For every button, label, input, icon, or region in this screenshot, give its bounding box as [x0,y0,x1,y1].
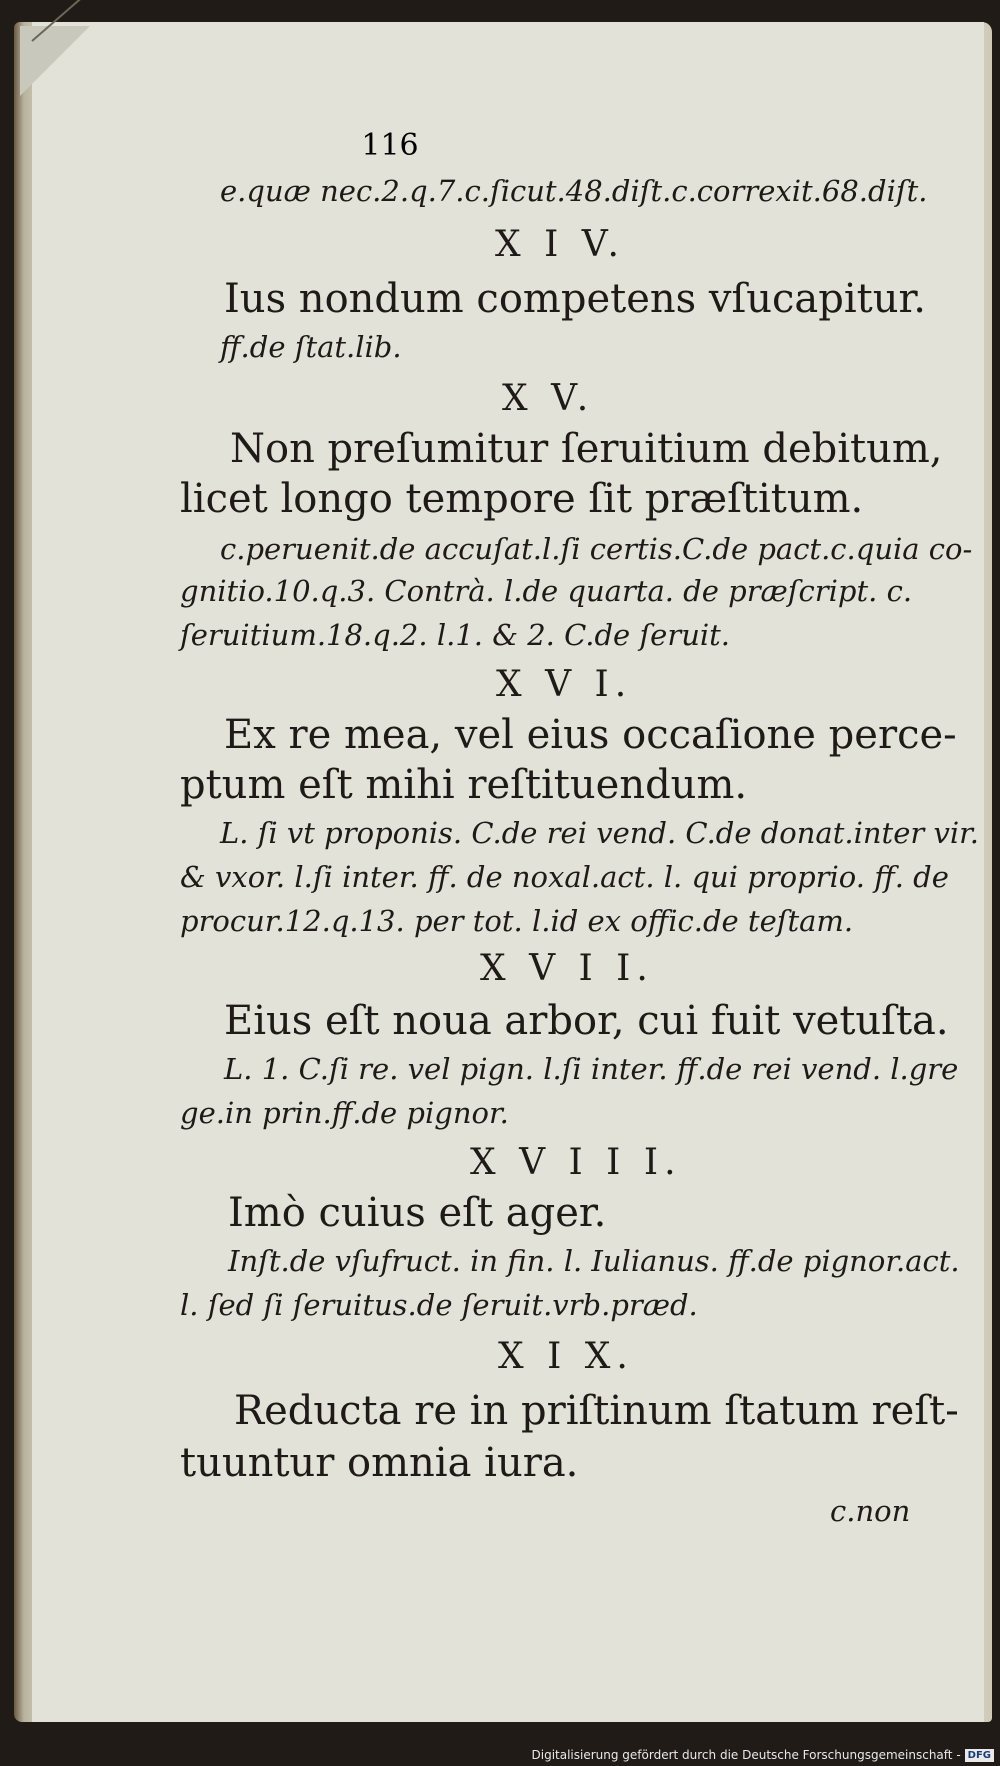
page-number: 116 [361,128,419,163]
text-line: Ius nondum competens vſucapitur. [224,276,926,322]
text-line: c.peruenit.de accuſat.l.ſi certis.C.de pact.c.quia co- [220,532,973,566]
text-line: Reducta re in priſtinum ſtatum reſt- [234,1388,959,1434]
text-line: Eius eſt noua arbor, cui fuit vetuſta. [224,998,949,1044]
text-line: ge.in prin.ff.de pignor. [180,1096,509,1130]
text-line: licet longo tempore ſit præſtitum. [180,476,864,522]
section-number: X V I I. [480,948,654,989]
text-line: gnitio.10.q.3. Contrà. l.de quarta. de præſcript. c. [180,574,913,608]
text-line: l. ſed ſi ſeruitus.de ſeruit.vrb.præd. [180,1288,698,1322]
text-line: Inſt.de vſufruct. in fin. l. Iulianus. ff.de pignor.act. [228,1244,960,1278]
section-number: X V I. [496,664,633,705]
section-number: X I V. [495,224,625,265]
text-line: Ex re mea, vel eius occaſione perce- [224,712,957,758]
text-line: Non preſumitur ſeruitium debitum, [230,426,943,472]
digitization-credit [532,1748,995,1762]
section-number: X I X. [498,1336,634,1377]
text-line: e.quæ nec.2.q.7.c.ſicut.48.diſt.c.correxit.68.diſt. [220,174,928,208]
section-number: X V I I I. [470,1142,682,1183]
text-line: ff.de ſtat.lib. [220,330,402,364]
text-line: Imò cuius eſt ager. [228,1190,607,1236]
text-line: tuuntur omnia iura. [180,1440,579,1486]
dfg-logo: DFG [965,1749,994,1762]
text-line: & vxor. l.ſi inter. ff. de noxal.act. l. qui proprio. ff. de [180,860,949,894]
page-corner-fold [20,26,90,96]
text-line: ptum eſt mihi reſtituendum. [180,762,748,808]
text-line: L. 1. C.ſi re. vel pign. l.ſi inter. ff.de rei vend. l.gre [224,1052,959,1086]
text-line: L. ſi vt proponis. C.de rei vend. C.de donat.inter vir. [220,816,979,850]
text-line: procur.12.q.13. per tot. l.id ex offic.de teſtam. [180,904,854,938]
credit-text: Digitalisierung gefördert durch die Deutsche Forschungsgemeinschaft - [531,1748,961,1762]
catchword: c.non [830,1494,911,1528]
text-line: ſeruitium.18.q.2. l.1. & 2. C.de ſeruit. [180,618,731,652]
section-number: X V. [502,378,595,419]
